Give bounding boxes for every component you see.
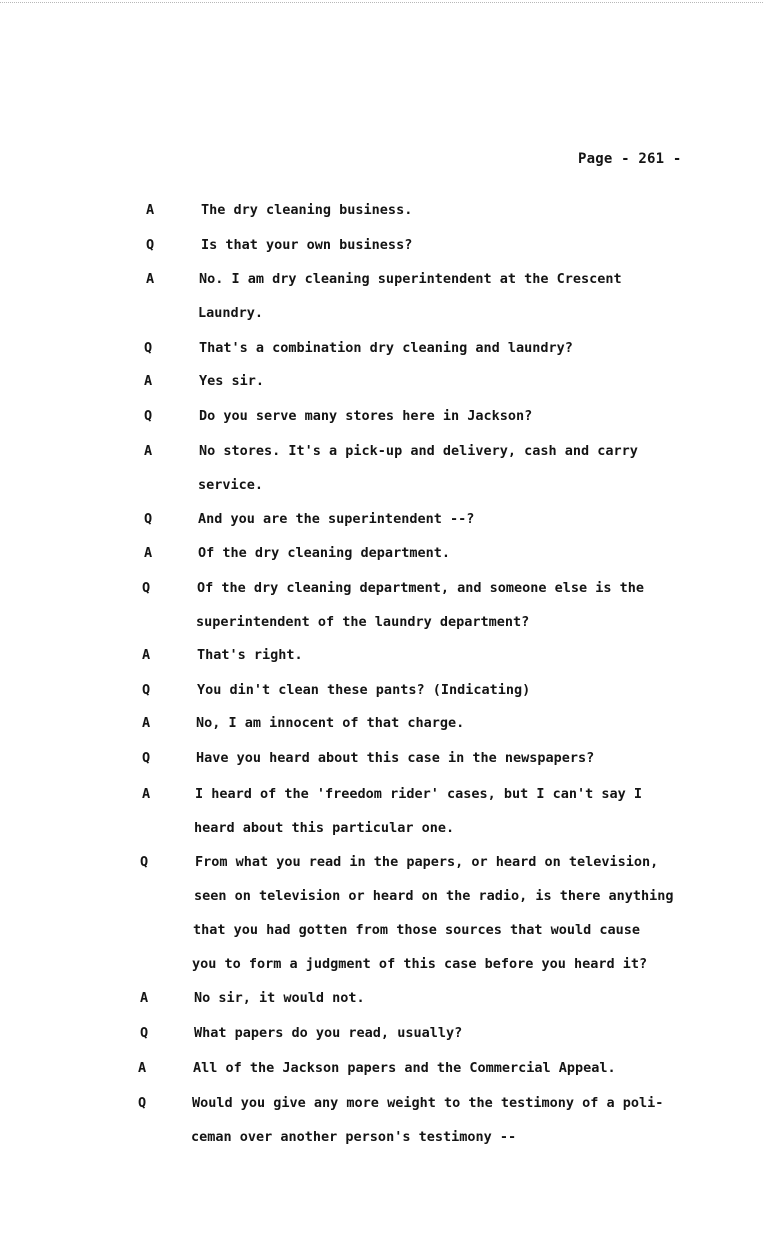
question-label: Q	[144, 511, 153, 527]
answer-label: A	[142, 786, 151, 802]
answer-text-line: heard about this particular one.	[194, 820, 455, 836]
question-text-line: superintendent of the laundry department?	[196, 614, 530, 630]
answer-text-line: Yes sir.	[199, 373, 265, 389]
answer-text-line: All of the Jackson papers and the Commercial Appeal.	[193, 1060, 616, 1076]
answer-text-line: Laundry.	[198, 305, 264, 321]
question-label: Q	[138, 1095, 147, 1111]
question-label: Q	[142, 682, 151, 698]
question-label: Q	[140, 1025, 149, 1041]
answer-text-line: service.	[198, 477, 264, 493]
answer-text-line: The dry cleaning business.	[201, 202, 413, 218]
answer-label: A	[140, 990, 149, 1006]
question-label: Q	[146, 237, 155, 253]
question-label: Q	[144, 340, 153, 356]
answer-text-line: No, I am innocent of that charge.	[196, 715, 465, 731]
answer-text-line: Of the dry cleaning department.	[198, 545, 450, 561]
question-text-line: seen on television or heard on the radio, is there anything	[194, 888, 674, 904]
question-text-line: you to form a judgment of this case before you heard it?	[192, 956, 648, 972]
answer-label: A	[142, 715, 151, 731]
question-text-line: You din't clean these pants? (Indicating)	[197, 682, 531, 698]
question-text-line: Would you give any more weight to the testimony of a poli-	[192, 1095, 664, 1111]
question-label: Q	[140, 854, 149, 870]
question-text-line: that you had gotten from those sources that would cause	[193, 922, 641, 938]
question-text-line: Do you serve many stores here in Jackson?	[199, 408, 533, 424]
answer-label: A	[144, 545, 153, 561]
answer-label: A	[144, 443, 153, 459]
question-text-line: Is that your own business?	[201, 237, 413, 253]
question-text-line: And you are the superintendent --?	[198, 511, 475, 527]
question-text-line: ceman over another person's testimony --	[191, 1129, 517, 1145]
question-text-line: That's a combination dry cleaning and laundry?	[199, 340, 573, 356]
question-text-line: What papers do you read, usually?	[194, 1025, 463, 1041]
page-number: Page - 261 -	[578, 151, 682, 167]
answer-text-line: No. I am dry cleaning superintendent at the Crescent	[199, 271, 622, 287]
answer-text-line: I heard of the 'freedom rider' cases, but I can't say I	[195, 786, 643, 802]
question-text-line: Of the dry cleaning department, and someone else is the	[197, 580, 645, 596]
answer-text-line: That's right.	[197, 647, 303, 663]
answer-label: A	[146, 202, 155, 218]
question-label: Q	[144, 408, 153, 424]
question-label: Q	[142, 750, 151, 766]
answer-text-line: No sir, it would not.	[194, 990, 365, 1006]
question-label: Q	[142, 580, 151, 596]
page-top-edge	[0, 2, 763, 3]
question-text-line: Have you heard about this case in the newspapers?	[196, 750, 595, 766]
answer-label: A	[142, 647, 151, 663]
answer-label: A	[146, 271, 155, 287]
answer-text-line: No stores. It's a pick-up and delivery, cash and carry	[199, 443, 638, 459]
answer-label: A	[144, 373, 153, 389]
answer-label: A	[138, 1060, 147, 1076]
question-text-line: From what you read in the papers, or heard on television,	[195, 854, 659, 870]
